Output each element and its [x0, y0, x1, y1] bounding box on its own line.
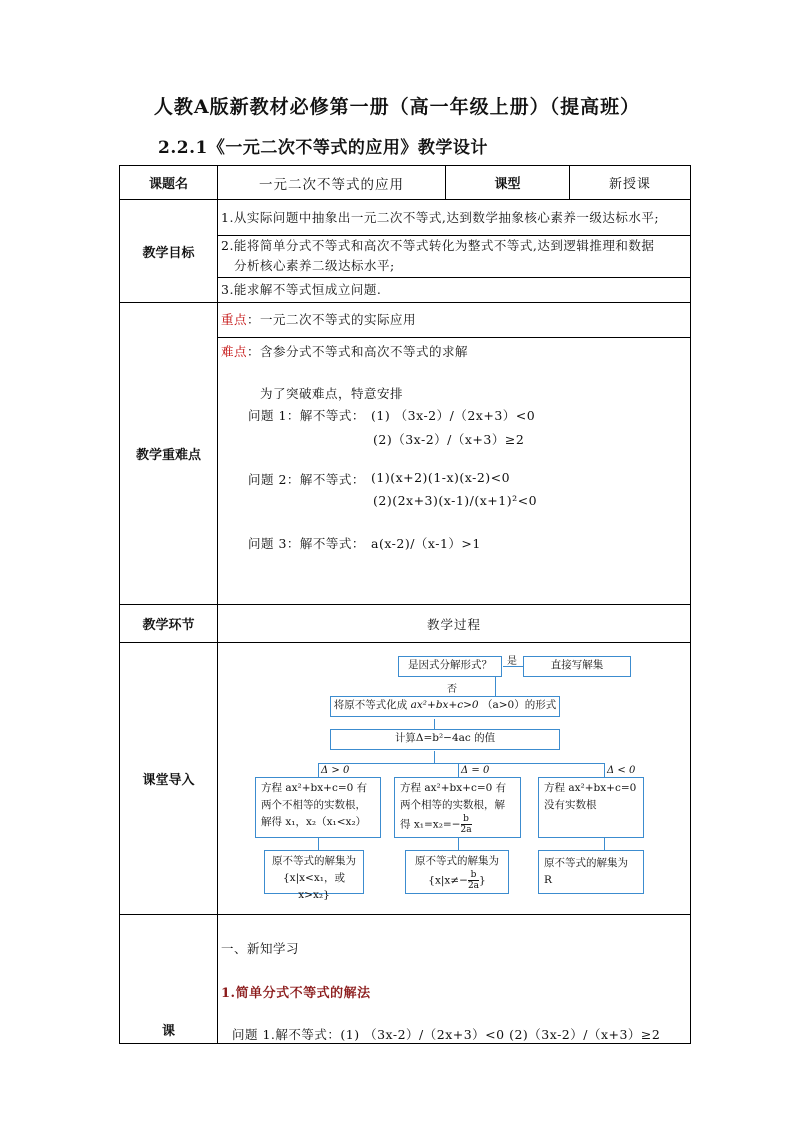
connector-c1 [318, 763, 319, 777]
q1-a: (1) （3x-2）/（2x+3）<0 [371, 408, 536, 423]
r2-close: } [479, 874, 486, 887]
process-row [120, 605, 691, 643]
difficulty-block [218, 338, 690, 604]
topic-row [120, 166, 691, 200]
document-title: 人教A版新教材必修第一册（高一年级上册）（提高班） [153, 96, 641, 118]
flowchart [218, 643, 690, 913]
b1-line2: 两个不相等的实数根， [261, 799, 366, 811]
intro-cell [218, 643, 691, 915]
arrange-text: 为了突破难点，特意安排 [260, 386, 404, 401]
q2-b: (2)(2x+3)(x-1)/(x+1)²<0 [373, 493, 538, 508]
process-label: 教学环节 [120, 605, 218, 643]
lesson-content [218, 915, 690, 1043]
connector-b2 [458, 838, 459, 850]
topic-value: 一元二次不等式的应用 [218, 166, 446, 200]
q3-label: 问题 3：解不等式： [248, 536, 365, 551]
case-1-label: Δ > 0 [321, 765, 350, 776]
b3-line2: 没有实数根 [544, 799, 597, 811]
r2-line2 [410, 870, 504, 891]
keys-cell [218, 303, 691, 605]
q1-b: (2)（3x-2）/（x+3）≥2 [373, 432, 525, 447]
connector-b3 [604, 838, 605, 850]
section1-heading: 1.简单分式不等式的解法 [221, 986, 371, 1001]
flow-no-label: 否 [447, 684, 457, 695]
connector-b1 [318, 838, 319, 850]
key-point [218, 303, 690, 338]
new-learning-heading: 一、新知学习 [221, 941, 300, 956]
q2-label: 问题 2：解不等式： [248, 472, 365, 487]
flow-direct-box: 直接写解集 [523, 656, 631, 677]
frac-num: b [461, 814, 472, 825]
connector-step2-down [434, 751, 435, 763]
connector-branch [318, 763, 604, 764]
frac2-den: 2a [467, 881, 480, 891]
flow-case1-box [255, 777, 381, 838]
lesson-row [120, 915, 691, 1044]
flow-step1-box [330, 696, 560, 717]
lesson-plan-table [119, 165, 691, 1044]
flow-case3-box [538, 777, 644, 838]
goal-2-line2: 分析核心素养二级达标水平; [234, 258, 395, 273]
goals-label: 教学目标 [120, 200, 218, 303]
key-point-tag: 重点 [221, 312, 248, 327]
flow-result3-box: 原不等式的解集为 R [538, 850, 644, 894]
step1-pre: 将原不等式化成 [333, 699, 408, 711]
flow-result2-box [405, 850, 509, 894]
keys-label: 教学重难点 [120, 303, 218, 605]
step1-cond: （a>0）的形式 [481, 699, 557, 711]
frac2-num: b [468, 870, 479, 881]
b1-line1: 方程 ax²+bx+c=0 有 [261, 782, 368, 794]
goals-cell [218, 200, 691, 303]
q3-a: a(x-2)/（x-1）>1 [371, 536, 481, 551]
q1-label: 问题 1：解不等式： [248, 408, 365, 423]
b3-line1: 方程 ax²+bx+c=0 [544, 782, 637, 794]
connector-c2 [458, 763, 459, 777]
diff-point-text: ：含参分式不等式和高次不等式的求解 [247, 344, 469, 359]
r1-line2: {x|x<x₁，或x>x₂} [283, 872, 345, 901]
keys-row [120, 303, 691, 605]
diff-point [221, 342, 468, 360]
flow-case2-box [394, 777, 521, 838]
b2-line3 [400, 814, 515, 835]
b2-line2: 两个相等的实数根，解 [400, 799, 505, 811]
diff-point-tag: 难点 [221, 344, 248, 359]
intro-label: 课堂导入 [120, 643, 218, 915]
step1-expr: ax²+bx+c>0 [410, 699, 479, 711]
topic-label: 课题名 [120, 166, 218, 200]
b2-line3-text: 得 x₁=x₂=− [400, 818, 461, 831]
type-label: 课型 [446, 166, 570, 200]
document-subtitle: 2.2.1《一元二次不等式的应用》教学设计 [158, 138, 488, 158]
lesson-cell [218, 915, 691, 1044]
case-3-label: Δ < 0 [607, 765, 636, 776]
goal-3: 3.能求解不等式恒成立问题. [221, 282, 382, 297]
frac-den: 2a [460, 825, 472, 835]
connector-c3 [604, 763, 605, 777]
goal-1: 1.从实际问题中抽象出一元二次不等式,达到数学抽象核心素养一级达标水平; [218, 200, 690, 236]
goals-row [120, 200, 691, 303]
key-point-text: ：一元二次不等式的实际应用 [247, 312, 417, 327]
r2-line2-text: {x|x≠− [428, 874, 468, 887]
fraction-b-over-2a [461, 814, 472, 835]
process-value: 教学过程 [218, 605, 691, 643]
r1-line1: 原不等式的解集为 [272, 855, 356, 867]
intro-row [120, 643, 691, 915]
flow-question-box: 是因式分解形式？ [398, 656, 502, 677]
lesson-label: 课 [120, 915, 218, 1044]
flow-yes-label: 是 [507, 656, 517, 667]
flow-step2-box: 计算Δ=b²−4ac 的值 [330, 729, 560, 750]
r2-line1: 原不等式的解集为 [415, 855, 499, 867]
fraction-b-over-2a-result [468, 870, 479, 891]
type-value: 新授课 [570, 166, 691, 200]
goal-2 [218, 236, 690, 278]
lesson-q1: 问题 1.解不等式：(1) （3x-2）/（2x+3）<0 (2)（3x-2）/（x+3）≥2 [232, 1027, 661, 1042]
b1-line3: 解得 x₁，x₂（x₁<x₂） [261, 816, 367, 828]
goal-2-line1: 2.能将简单分式不等式和高次不等式转化为整式不等式,达到逻辑推理和数据 [221, 238, 655, 253]
flow-result1-box [264, 850, 364, 901]
case-2-label: Δ = 0 [461, 765, 490, 776]
q2-a: (1)(x+2)(1-x)(x-2)<0 [371, 470, 511, 485]
b2-line1: 方程 ax²+bx+c=0 有 [400, 782, 507, 794]
